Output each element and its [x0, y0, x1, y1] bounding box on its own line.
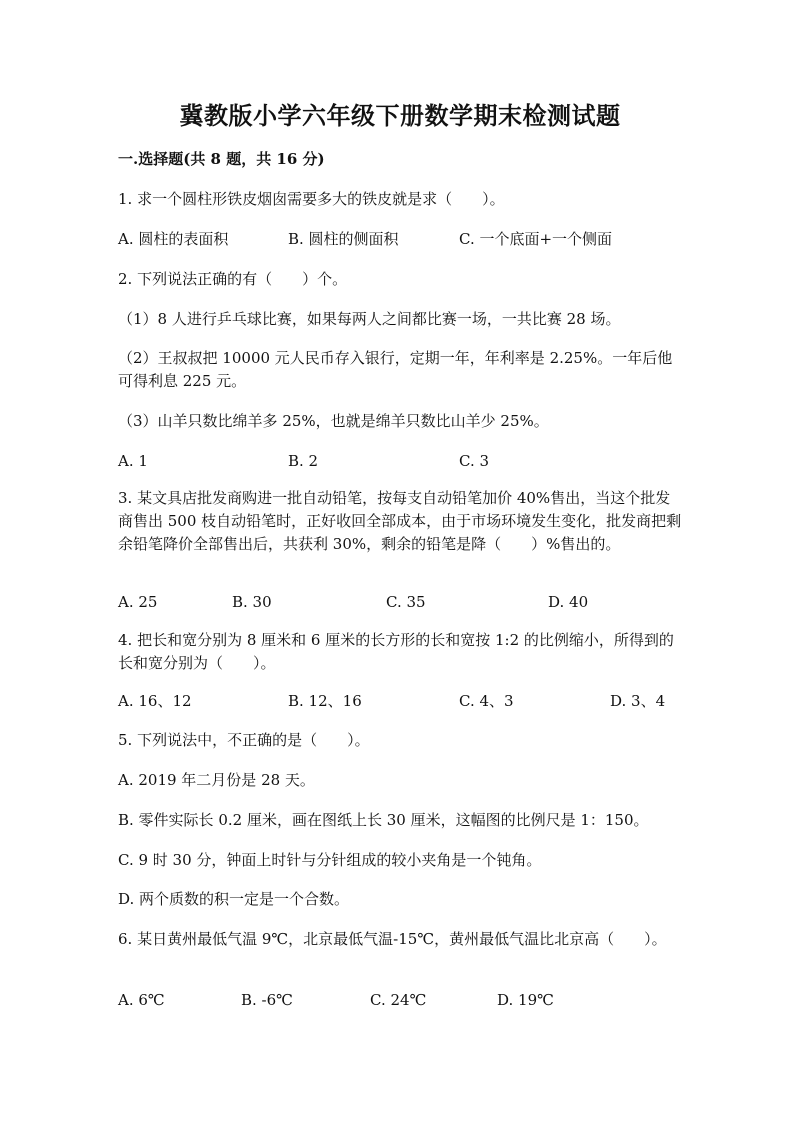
question-4-options	[118, 690, 684, 712]
question-4-option-d: D. 3、4	[610, 692, 666, 710]
section-heading: 一.选择题(共 8 题，共 16 分)	[118, 150, 325, 168]
question-2-statement-2: （2）王叔叔把 10000 元人民币存入银行，定期一年，年利率是 2.25%。一年后他可得利息 225 元。	[118, 349, 673, 390]
question-5-option-d: D. 两个质数的积一定是一个合数。	[118, 890, 350, 908]
question-6-option-b: B. -6℃	[241, 991, 293, 1009]
question-6-option-d: D. 19℃	[497, 991, 554, 1009]
question-3-option-b: B. 30	[232, 593, 272, 611]
question-5-option-a: A. 2019 年二月份是 28 天。	[118, 771, 315, 789]
question-2-statement-1: （1）8 人进行乒乓球比赛，如果每两人之间都比赛一场，一共比赛 28 场。	[118, 310, 621, 328]
question-3-option-c: C. 35	[386, 593, 426, 611]
question-3-option-d: D. 40	[548, 593, 589, 611]
question-3-stem: 3. 某文具店批发商购进一批自动铅笔，按每支自动铅笔加价 40%售出，当这个批发商售出 500 枝自动铅笔时，正好收回全部成本，由于市场环境发生变化，批发商把剩余铅笔降价全部售出后，共获利 30%，剩余的铅笔是降（ ）%售出的。	[118, 489, 682, 553]
question-5-option-c: C. 9 时 30 分，钟面上时针与分针组成的较小夹角是一个钝角。	[118, 851, 542, 869]
question-4-option-c: C. 4、3	[459, 692, 514, 710]
question-1-options	[118, 228, 684, 250]
question-4-stem: 4. 把长和宽分别为 8 厘米和 6 厘米的长方形的长和宽按 1:2 的比例缩小，所得到的长和宽分别为（ ）。	[118, 631, 674, 672]
page-title: 冀教版小学六年级下册数学期末检测试题	[179, 101, 621, 130]
question-6-stem: 6. 某日黄州最低气温 9℃，北京最低气温-15℃，黄州最低气温比北京高（ ）。	[118, 930, 667, 948]
question-1-stem: 1. 求一个圆柱形铁皮烟囱需要多大的铁皮就是求（ ）。	[118, 190, 505, 208]
question-2-stem: 2. 下列说法正确的有（ ）个。	[118, 270, 348, 288]
question-2-option-b: B. 2	[288, 452, 319, 470]
question-6-option-a: A. 6℃	[118, 991, 165, 1009]
question-3-option-a: A. 25	[118, 593, 158, 611]
question-2-option-c: C. 3	[459, 452, 490, 470]
question-2-options	[118, 450, 684, 472]
question-4-option-b: B. 12、16	[288, 692, 362, 710]
question-6-options	[118, 989, 684, 1011]
question-4-option-a: A. 16、12	[118, 692, 192, 710]
question-1-option-b: B. 圆柱的侧面积	[288, 230, 399, 248]
question-5-stem: 5. 下列说法中，不正确的是（ ）。	[118, 731, 370, 749]
question-3-options	[118, 591, 684, 613]
question-2-option-a: A. 1	[118, 452, 148, 470]
question-1-option-a: A. 圆柱的表面积	[118, 230, 229, 248]
question-5-option-b: B. 零件实际长 0.2 厘米，画在图纸上长 30 厘米，这幅图的比例尺是 1：150。	[118, 811, 649, 829]
question-1-option-c: C. 一个底面+一个侧面	[459, 230, 613, 248]
question-2-statement-3: （3）山羊只数比绵羊多 25%，也就是绵羊只数比山羊少 25%。	[118, 412, 549, 430]
question-6-option-c: C. 24℃	[370, 991, 427, 1009]
